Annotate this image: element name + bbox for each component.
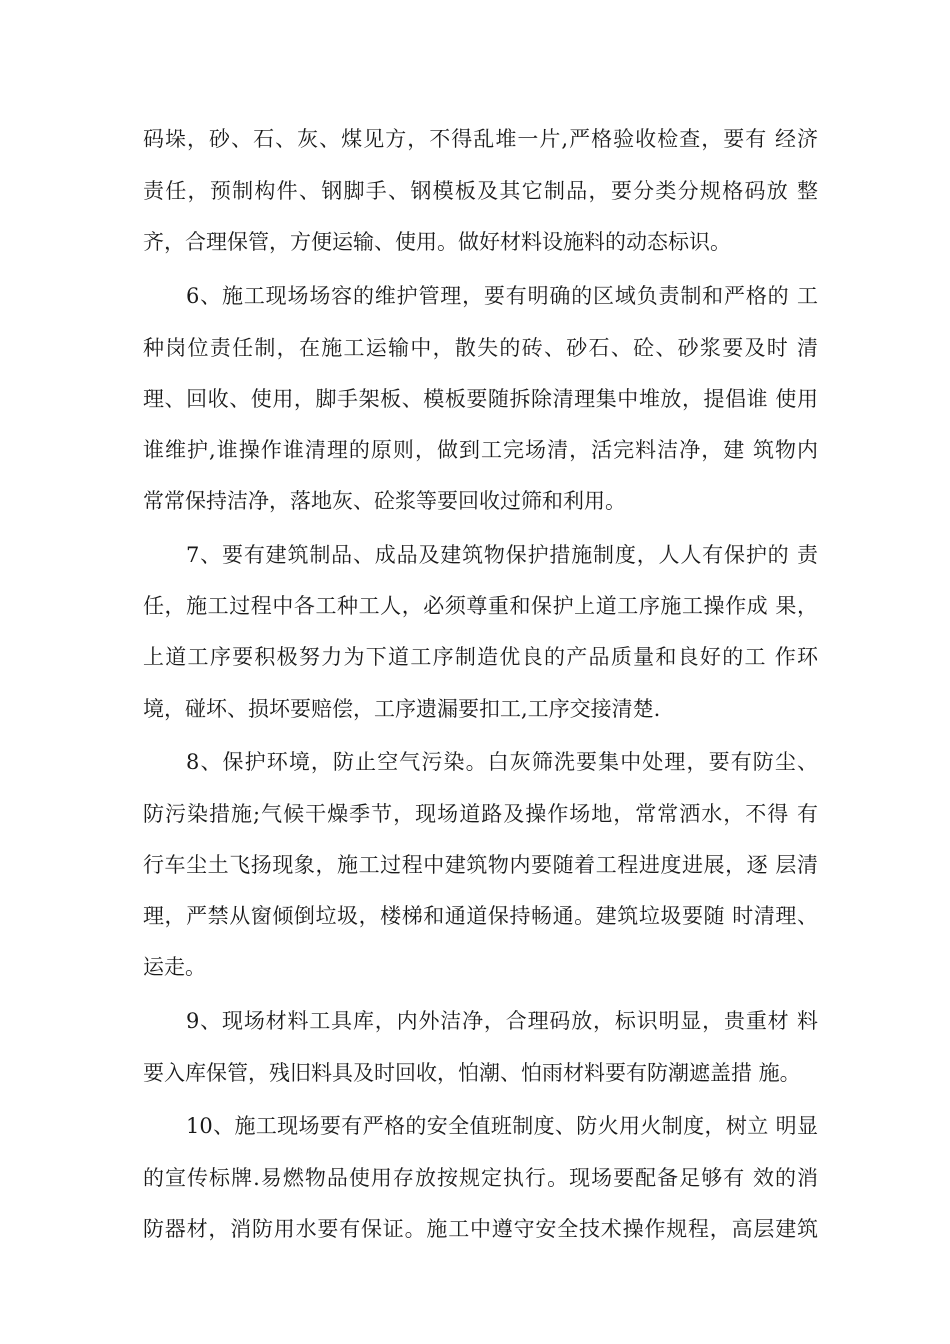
text-line: 码垛，砂、石、灰、煤见方，不得乱堆一片,严格验收检查，要有 经济	[143, 127, 818, 151]
text-line: 境，碰坏、损坏要赔偿，工序遗漏要扣工,工序交接清楚.	[143, 697, 661, 721]
text-line: 要入库保管，残旧料具及时回收，怕潮、怕雨材料要有防潮遮盖措 施。	[143, 1061, 801, 1085]
text-line: 上道工序要积极努力为下道工序制造优良的产品质量和良好的工 作环	[143, 645, 818, 669]
text-line: 6、施工现场场容的维护管理，要有明确的区域负责制和严格的 工	[186, 284, 818, 308]
text-line: 防污染措施;气候干燥季节，现场道路及操作场地，常常洒水，不得 有	[143, 802, 818, 826]
text-line: 责任，预制构件、钢脚手、钢模板及其它制品，要分类分规格码放 整	[143, 179, 818, 203]
text-line: 任，施工过程中各工种工人，必须尊重和保护上道工序施工操作成 果，	[143, 594, 818, 618]
text-line: 常常保持洁净，落地灰、砼浆等要回收过筛和利用。	[143, 489, 626, 513]
text-line: 种岗位责任制，在施工运输中，散失的砖、砂石、砼、砂浆要及时 清	[143, 336, 818, 360]
text-line: 7、要有建筑制品、成品及建筑物保护措施制度，人人有保护的 责	[186, 543, 818, 567]
text-line: 理，严禁从窗倾倒垃圾，楼梯和通道保持畅通。建筑垃圾要随 时清理、	[143, 904, 818, 928]
text-line: 9、现场材料工具库，内外洁净，合理码放，标识明显，贵重材 料	[186, 1009, 818, 1033]
text-line: 谁维护,谁操作谁清理的原则，做到工完场清，活完料洁净，建 筑物内	[143, 438, 818, 462]
text-line: 8、保护环境，防止空气污染。白灰筛洗要集中处理，要有防尘、	[186, 750, 818, 774]
text-line: 运走。	[143, 955, 206, 979]
text-line: 10、施工现场要有严格的安全值班制度、防火用火制度，树立 明显	[186, 1114, 818, 1138]
text-line: 的宣传标牌.易燃物品使用存放按规定执行。现场要配备足够有 效的消	[143, 1166, 818, 1190]
text-line: 行车尘土飞扬现象，施工过程中建筑物内要随着工程进度进展，逐 层清	[143, 853, 818, 877]
text-line: 理、回收、使用，脚手架板、模板要随拆除清理集中堆放，提倡谁 使用	[143, 387, 818, 411]
text-line: 防器材，消防用水要有保证。施工中遵守安全技术操作规程，高层建筑	[143, 1217, 818, 1241]
text-line: 齐，合理保管，方便运输、使用。做好材料设施料的动态标识。	[143, 230, 731, 254]
